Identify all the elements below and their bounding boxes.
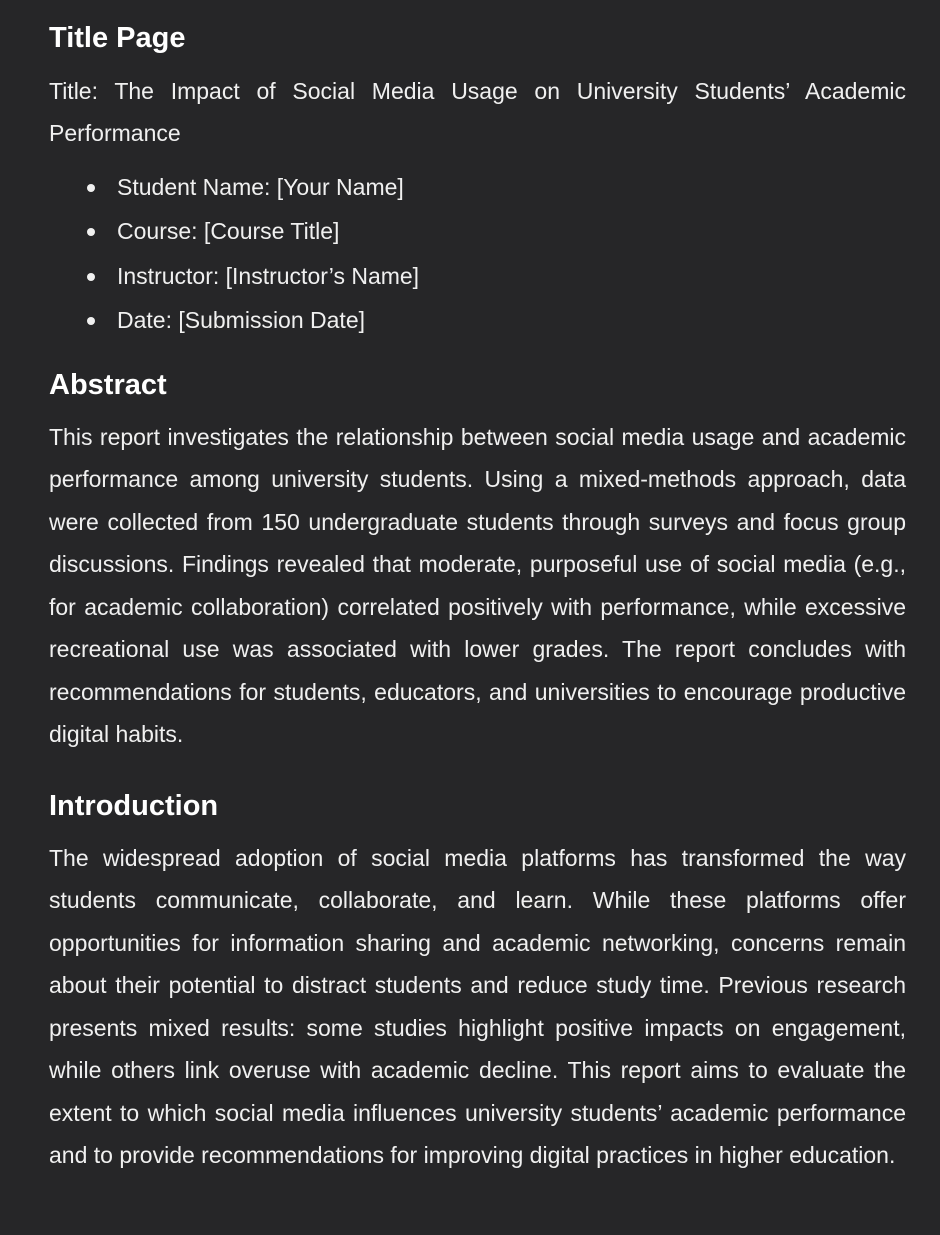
report-title: Title: The Impact of Social Media Usage on University Students’ Academic Performance xyxy=(49,78,906,146)
title-page-heading: Title Page xyxy=(49,22,186,54)
abstract-body: This report investigates the relationship between social media usage and academic performance among university students. Using a mixed-methods approach, data were collected from 150 undergraduate students through surveys and focus group discussions. Findings revealed that moderate, purposeful use of social media (e.g., for academic collaboration) correlated positively with performance, while excessive recreational use was associated with lower grades. The report concludes with recommendations for students, educators, and universities to encourage productive digital habits. xyxy=(49,423,906,748)
date-item: Date: [Submission Date] xyxy=(49,298,906,342)
course-item: Course: [Course Title] xyxy=(49,209,906,253)
instructor-item: Instructor: [Instructor’s Name] xyxy=(49,254,906,298)
introduction-heading: Introduction xyxy=(49,789,219,822)
introduction-section xyxy=(49,786,906,1177)
student-name-item: Student Name: [Your Name] xyxy=(49,165,906,209)
title-page-section xyxy=(49,18,906,343)
abstract-section xyxy=(49,365,906,756)
introduction-body: The widespread adoption of social media platforms has transformed the way students communicate, collaborate, and learn. While these platforms offer opportunities for information sharing and academic networking, concerns remain about their potential to distract students and reduce study time. Previous research presents mixed results: some studies highlight positive impacts on engagement, while others link overuse with academic decline. This report aims to evaluate the extent to which social media influences university students’ academic performance and to provide recommendations for improving digital practices in higher education. xyxy=(49,844,906,1169)
title-page-details-list xyxy=(49,165,906,343)
abstract-heading: Abstract xyxy=(49,368,167,401)
